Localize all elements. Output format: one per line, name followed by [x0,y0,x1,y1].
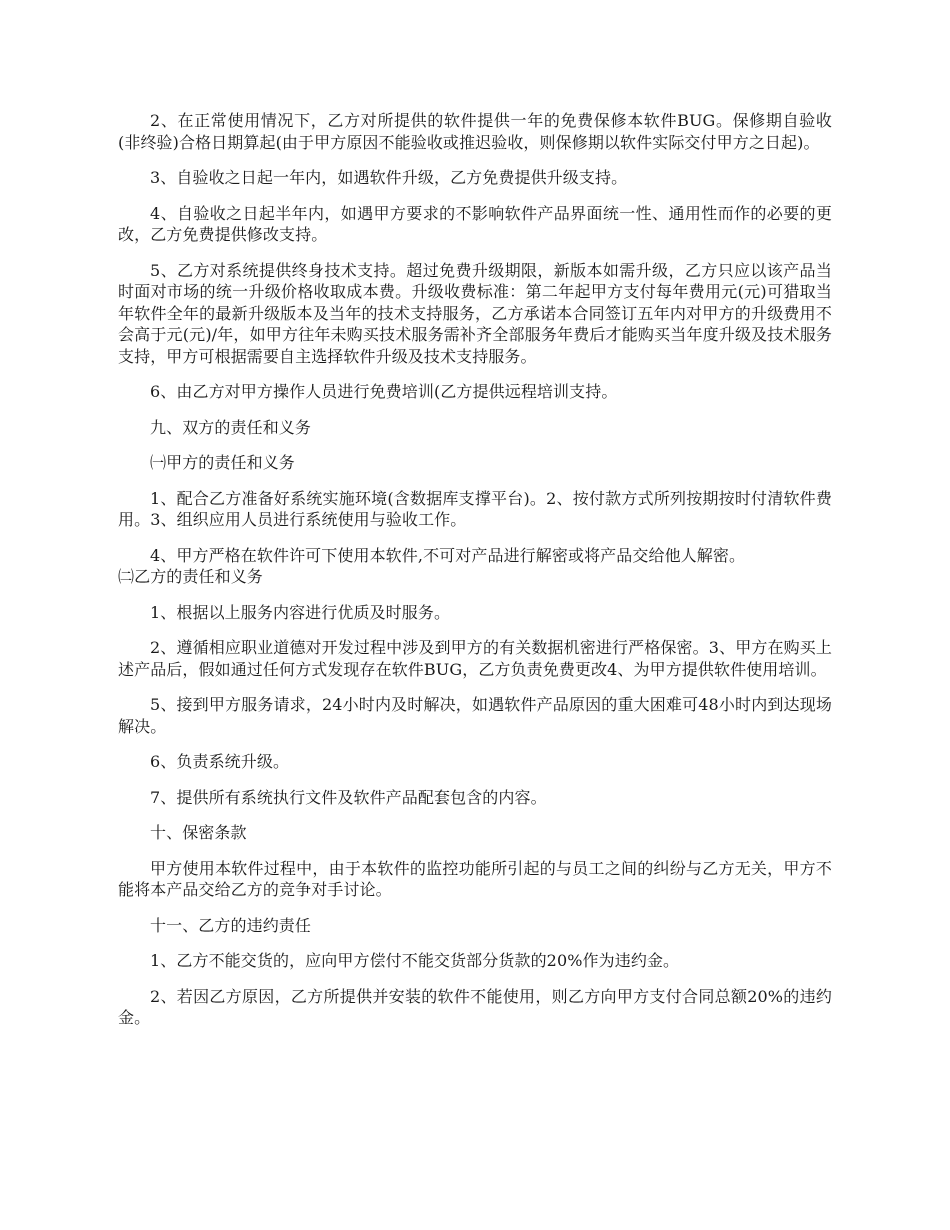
paragraph-party-a-license: 4、甲方严格在软件许可下使用本软件,不可对产品进行解密或将产品交给他人解密。 [150,545,746,565]
paragraph-upgrade-support: 3、自验收之日起一年内，如遇软件升级，乙方免费提供升级支持。 [150,168,628,187]
section-heading-breach: 十一、乙方的违约责任 [150,915,312,935]
paragraph-party-b-response: 5、接到甲方服务请求，24小时内及时解决，如遇软件产品原因的重大困难可48小时内到达现场解决。 [118,695,832,736]
paragraph-party-a-duties: 1、配合乙方准备好系统实施环境(含数据库支撑平台)。2、按付款方式所列按期按时付清软件费用。3、组织应用人员进行系统使用与验收工作。 [118,488,832,529]
section-heading-confidentiality: 十、保密条款 [150,823,247,842]
paragraph-breach-unusable: 2、若因乙方原因，乙方所提供并安装的软件不能使用，则乙方向甲方支付合同总额20%的违约金。 [118,986,832,1027]
paragraph-training: 6、由乙方对甲方操作人员进行免费培训(乙方提供远程培训支持。 [150,382,618,401]
subheading-party-a: ㈠甲方的责任和义务 [150,453,295,472]
paragraph-party-b-confidentiality: 2、遵循相应职业道德对开发过程中涉及到甲方的有关数据机密进行严格保密。3、甲方在购买上述产品后，假如通过任何方式发现存在软件BUG，乙方负责免费更改4、为甲方提供软件使用培训。 [118,638,832,679]
paragraph-confidentiality: 甲方使用本软件过程中，由于本软件的监控功能所引起的与员工之间的纠纷与乙方无关，甲方不能将本产品交给乙方的竞争对手讨论。 [118,858,832,899]
paragraph-party-b-files: 7、提供所有系统执行文件及软件产品配套包含的内容。 [150,787,547,807]
section-heading-responsibilities: 九、双方的责任和义务 [150,417,312,437]
paragraph-warranty: 2、在正常使用情况下，乙方对所提供的软件提供一年的免费保修本软件BUG。保修期自验收(非终验)合格日期算起(由于甲方原因不能验收或推迟验收，则保修期以软件实际交付甲方之日起)。 [118,111,832,152]
paragraph-breach-delivery: 1、乙方不能交货的，应向甲方偿付不能交货部分货款的20%作为违约金。 [150,951,680,970]
subheading-party-b: ㈡乙方的责任和义务 [118,567,263,586]
paragraph-party-b-upgrade: 6、负责系统升级。 [150,752,290,771]
paragraph-party-b-service: 1、根据以上服务内容进行优质及时服务。 [150,602,451,622]
paragraph-lifetime-support: 5、乙方对系统提供终身技术支持。超过免费升级期限，新版本如需升级，乙方只应以该产品当时面对市场的统一升级价格收取成本费。升级收费标准：第二年起甲方支付每年费用元(元)可猎取当年软件全年的最新升级版本及当年的技术支持服务，乙方承诺本合同签订五年内对甲方的升级费用不会高于元(元)/年，如甲方往年未购买技术服务需补齐全部服务年费后才能购买当年度升级及技术服务支持，甲方可根据需要自主选择软件升级及技术支持服务。 [118,260,832,366]
document-body [118,110,832,1043]
paragraph-modification-support: 4、自验收之日起半年内，如遇甲方要求的不影响软件产品界面统一性、通用性而作的必要的更改，乙方免费提供修改支持。 [118,203,832,244]
